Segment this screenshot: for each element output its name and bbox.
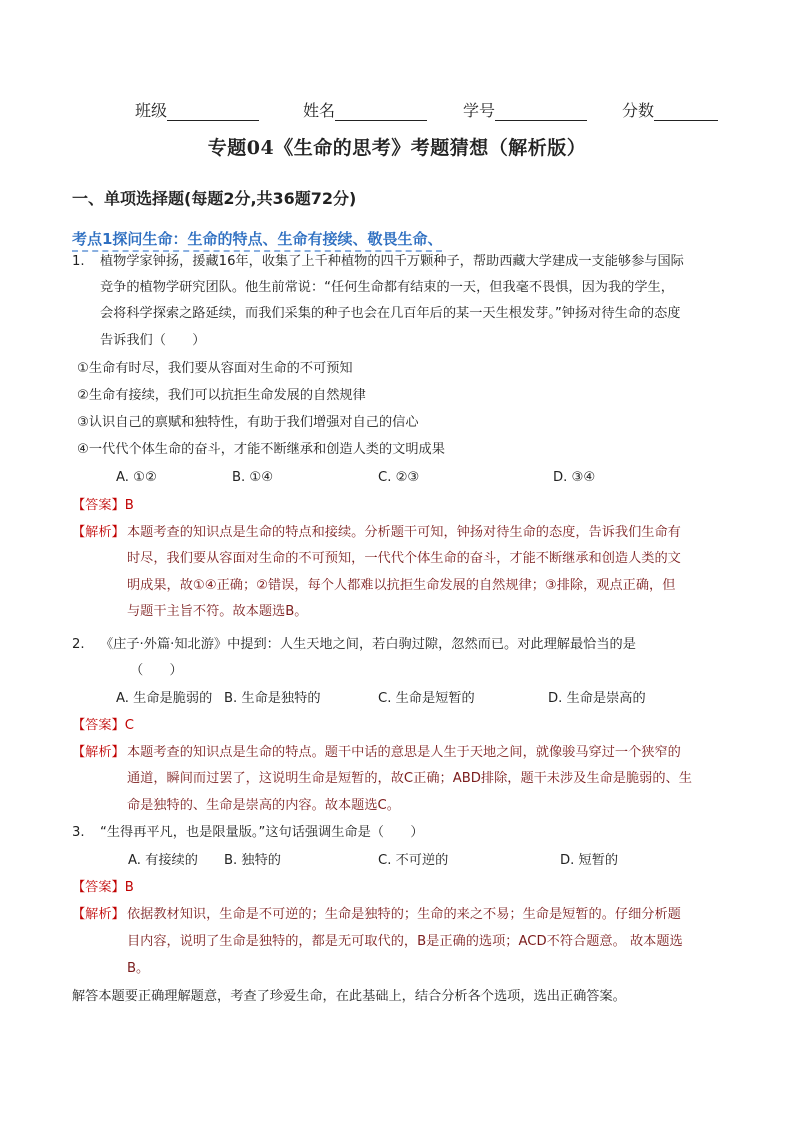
q2-answer-tag: 【答案】 [72, 718, 125, 733]
q1-option-d[interactable]: D. ③④ [553, 470, 596, 485]
q1-option-b[interactable]: B. ①④ [232, 470, 274, 485]
q3-stem-line: “生得再平凡，也是限量版。”这句话强调生命是（ ） [100, 825, 424, 840]
number-field[interactable] [463, 98, 587, 121]
q3-option-b[interactable]: B. 独特的 [224, 853, 281, 868]
class-label: 班级 [135, 101, 168, 120]
number-label: 学号 [463, 101, 496, 120]
name-blank[interactable] [335, 103, 427, 121]
q3-number: 3. [72, 825, 85, 840]
class-field[interactable] [135, 98, 259, 121]
q1-stem-line: 会将科学探索之路延续，而我们采集的种子也会在几百年后的某一天生根发芽。”钟扬对待生命的态度 [100, 306, 681, 321]
q2-stem-line: 《庄子·外篇·知北游》中提到：人生天地之间，若白驹过隙，忽然而已。对此理解最恰当的是 [100, 637, 636, 652]
q1-analysis-line: 明成果，故①④正确；②错误，每个人都难以抗拒生命发展的自然规律；③排除，观点正确，但 [127, 578, 676, 593]
q2-option-a[interactable]: A. 生命是脆弱的 [116, 691, 213, 706]
q1-item: ①生命有时尽，我们要从容面对生命的不可预知 [77, 361, 353, 376]
q1-item: ②生命有接续，我们可以抗拒生命发展的自然规律 [77, 388, 366, 403]
topic-heading: 考点1探问生命：生命的特点、生命有接续、敬畏生命、 [72, 228, 442, 252]
score-field[interactable] [622, 98, 718, 121]
score-label: 分数 [622, 101, 655, 120]
q3-analysis-line: 目内容，说明了生命是独特的，都是无可取代的，B是正确的选项；ACD不符合题意。 故本题选 [127, 934, 683, 949]
q3-option-a[interactable]: A. 有接续的 [128, 853, 198, 868]
q1-analysis-line: 时尽，我们要从容面对生命的不可预知，一代代个体生命的奋斗，才能不断继承和创造人类的文 [127, 551, 681, 566]
q2-analysis-line: 通道，瞬间而过罢了，这说明生命是短暂的，故C正确；ABD排除，题干未涉及生命是脆弱的、生 [127, 771, 692, 786]
q1-stem-line: 告诉我们（ ） [100, 333, 206, 348]
q2-analysis-line: 命是独特的、生命是崇高的内容。故本题选C。 [127, 798, 400, 813]
q2-answer: C [124, 718, 134, 733]
q3-option-c[interactable]: C. 不可逆的 [378, 853, 449, 868]
q1-analysis-line: 本题考查的知识点是生命的特点和接续。分析题干可知，钟扬对待生命的态度，告诉我们生命有 [127, 525, 681, 540]
q1-stem-line: 植物学家钟扬，援藏16年，收集了上千种植物的四千万颗种子，帮助西藏大学建成一支能够参与国际 [100, 254, 684, 269]
q1-option-a[interactable]: A. ①② [116, 470, 157, 485]
q2-option-b[interactable]: B. 生命是独特的 [224, 691, 321, 706]
q1-number: 1. [72, 254, 85, 269]
score-blank[interactable] [654, 103, 718, 121]
q1-answer: B [124, 498, 134, 513]
q1-answer-tag: 【答案】 [72, 498, 125, 513]
q3-analysis-line: 依据教材知识，生命是不可逆的；生命是独特的；生命的来之不易；生命是短暂的。仔细分析题 [127, 907, 681, 922]
q1-analysis-tag: 【解析】 [72, 525, 125, 540]
q2-analysis-tag: 【解析】 [72, 745, 125, 760]
q3-analysis-tag: 【解析】 [72, 907, 125, 922]
q2-number: 2. [72, 637, 85, 652]
section-heading: 一、单项选择题(每题2分,共36题72分) [72, 189, 357, 208]
q3-answer: B [124, 880, 134, 895]
q3-answer-tag: 【答案】 [72, 880, 125, 895]
q3-note: 解答本题要正确理解题意，考查了珍爱生命，在此基础上，结合分析各个选项，选出正确答案。 [72, 989, 626, 1004]
q2-stem-line: （ ） [130, 663, 183, 678]
q1-option-c[interactable]: C. ②③ [378, 470, 420, 485]
q2-analysis-line: 本题考查的知识点是生命的特点。题干中话的意思是人生于天地之间，就像骏马穿过一个狭窄的 [127, 745, 681, 760]
q1-stem-line: 竞争的植物学研究团队。他生前常说：“任何生命都有结束的一天，但我毫不畏惧，因为我的学生， [100, 280, 674, 295]
name-label: 姓名 [303, 101, 336, 120]
name-field[interactable] [303, 98, 427, 121]
q2-option-d[interactable]: D. 生命是崇高的 [548, 691, 646, 706]
q2-option-c[interactable]: C. 生命是短暂的 [378, 691, 475, 706]
q1-item: ④一代代个体生命的奋斗，才能不断继承和创造人类的文明成果 [77, 442, 445, 457]
q3-option-d[interactable]: D. 短暂的 [560, 853, 619, 868]
number-blank[interactable] [495, 103, 587, 121]
page-title: 专题04《生命的思考》考题猜想（解析版） [207, 137, 587, 159]
q1-analysis-line: 与题干主旨不符。故本题选B。 [127, 604, 308, 619]
class-blank[interactable] [167, 103, 259, 121]
q3-analysis-line: B。 [127, 961, 150, 976]
q1-item: ③认识自己的禀赋和独特性，有助于我们增强对自己的信心 [77, 415, 419, 430]
